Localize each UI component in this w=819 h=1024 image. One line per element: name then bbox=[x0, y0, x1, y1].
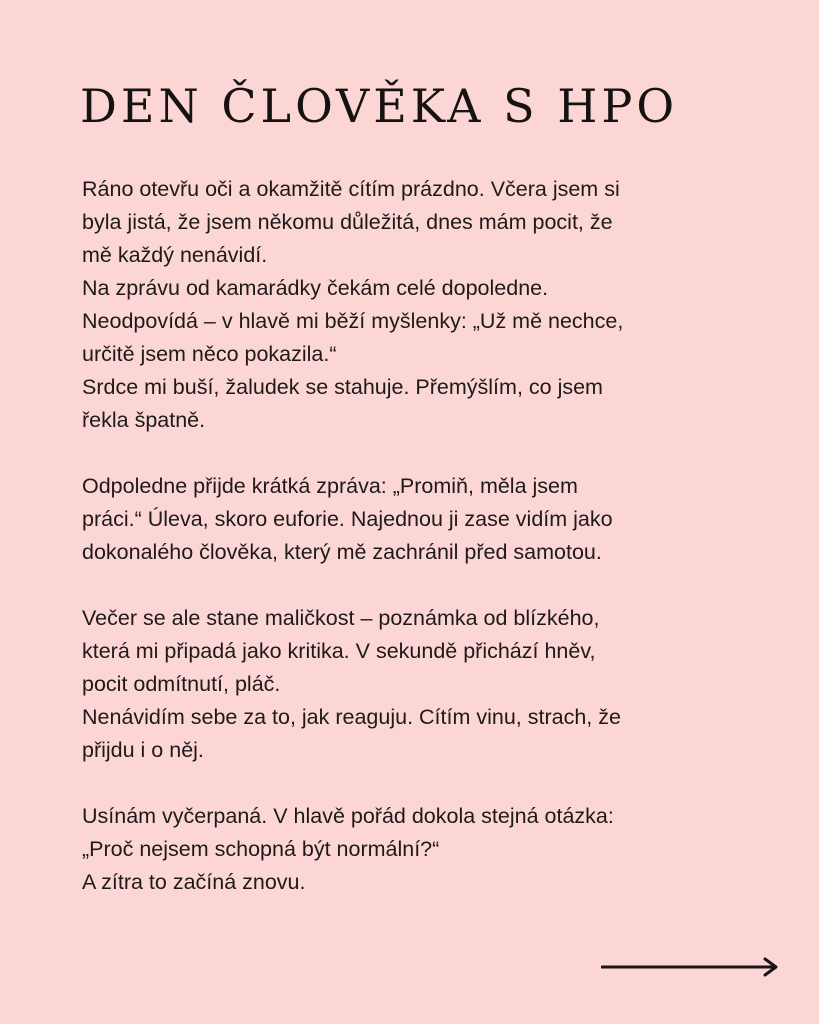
text-line: „Proč nejsem schopná být normální?“ bbox=[82, 837, 440, 861]
paragraph-morning bbox=[82, 173, 742, 437]
text-line: pocit odmítnutí, pláč. bbox=[82, 672, 281, 696]
paragraph-night bbox=[82, 800, 742, 899]
text-line: A zítra to začíná znovu. bbox=[82, 870, 306, 894]
arrow-right-icon[interactable] bbox=[601, 956, 781, 978]
text-line: Ráno otevřu oči a okamžitě cítím prázdno. Včera jsem si bbox=[82, 177, 620, 201]
text-line: určitě jsem něco pokazila.“ bbox=[82, 342, 337, 366]
text-line: dokonalého člověka, který mě zachránil před samotou. bbox=[82, 540, 602, 564]
paragraph-afternoon bbox=[82, 470, 742, 569]
page-title: DEN ČLOVĚKA S HPO bbox=[80, 79, 679, 133]
text-line: Srdce mi buší, žaludek se stahuje. Přemýšlím, co jsem bbox=[82, 375, 603, 399]
paragraph-evening bbox=[82, 602, 742, 767]
text-line: Večer se ale stane maličkost – poznámka od blízkého, bbox=[82, 606, 600, 630]
text-line: Odpoledne přijde krátká zpráva: „Promiň, měla jsem bbox=[82, 474, 578, 498]
text-line: práci.“ Úleva, skoro euforie. Najednou ji zase vidím jako bbox=[82, 507, 613, 531]
text-line: která mi připadá jako kritika. V sekundě přichází hněv, bbox=[82, 639, 596, 663]
text-line: Na zprávu od kamarádky čekám celé dopoledne. bbox=[82, 276, 549, 300]
text-line: mě každý nenávidí. bbox=[82, 243, 268, 267]
text-line: Usínám vyčerpaná. V hlavě pořád dokola stejná otázka: bbox=[82, 804, 614, 828]
text-line: byla jistá, že jsem někomu důležitá, dnes mám pocit, že bbox=[82, 210, 613, 234]
story-text bbox=[82, 173, 742, 932]
text-line: řekla špatně. bbox=[82, 408, 206, 432]
text-line: Neodpovídá – v hlavě mi běží myšlenky: „Už mě nechce, bbox=[82, 309, 624, 333]
text-line: přijdu i o něj. bbox=[82, 738, 204, 762]
text-line: Nenávidím sebe za to, jak reaguju. Cítím vinu, strach, že bbox=[82, 705, 621, 729]
